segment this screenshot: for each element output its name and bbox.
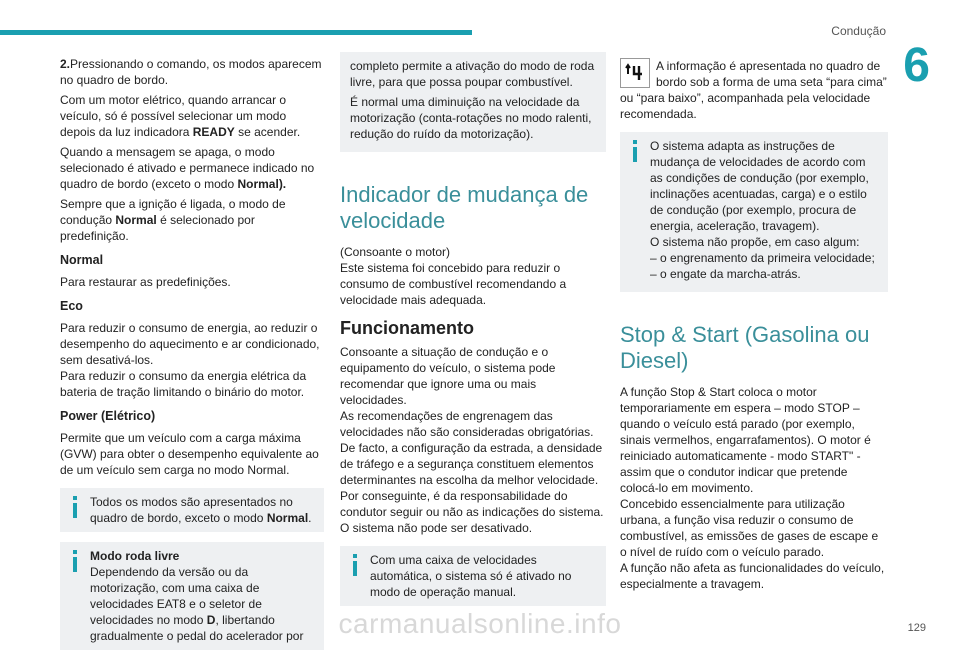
page-number: 129 <box>907 622 926 634</box>
mode-text-eco-1: Para reduzir o consumo de energia, ao reduzir o desempenho do aquecimento e ar condicionado, sem desativá-los. <box>60 321 320 367</box>
header-title: Condução <box>831 24 886 38</box>
mode-text-power: Permite que um veículo com a carga máxima (GVW) para obter o desempenho equivalente ao de um veículo sem carga no modo Normal. <box>60 431 319 477</box>
info-icon <box>68 496 82 518</box>
info-box-continued <box>340 52 606 152</box>
paragraph: As recomendações de engrenagem das velocidades não são consideradas obrigatórias. De facto, a configuração da estrada, a densidade de tráfego e a segurança constituem elementos determinantes na escolha da melhor velocidade. Por conseguinte, é da responsabilidade do condutor seguir ou não as indicações do sistema. <box>340 409 604 519</box>
info-icon <box>68 550 82 572</box>
gear-shift-indicator-icon <box>620 58 650 88</box>
paragraph: Com um motor elétrico, quando arrancar o veículo, só é possível selecionar um modo depois da luz indicadora READY se acender. <box>60 93 301 139</box>
paragraph: A informação é apresentada no quadro de bordo sob a forma de uma seta “para cima” ou “para baixo”, acompanhada pela velocidade recomendada. <box>620 59 887 121</box>
info-box <box>620 132 888 292</box>
paragraph: A função Stop & Start coloca o motor temporariamente em espera – modo STOP – quando o veículo está parado (por exemplo, sinais vermelhos, engarrafamentos). O motor é reiniciado automaticamente - modo START" - assim que o condutor indicar que pretende colocá-lo em movimento. <box>620 385 871 495</box>
section-heading-operation: Funcionamento <box>340 318 474 338</box>
paragraph: Concebido essencialmente para utilização urbana, a função visa reduzir o consumo de combustível, as emissões de gases de escape e o nível de ruído com o veículo parado. <box>620 497 879 559</box>
info-title: Modo roda livre <box>90 549 180 563</box>
paragraph: Quando a mensagem se apaga, o modo selecionado é ativado e permanece indicado no quadro de bordo (exceto o modo Normal). <box>60 145 315 191</box>
paragraph: Consoante a situação de condução e o equipamento do veículo, o sistema pode recomendar que ignore uma ou mais velocidades. <box>340 345 556 407</box>
intro-paragraph: 2.Pressionando o comando, os modos aparecem no quadro de bordo. <box>60 57 322 87</box>
info-text: O sistema não propõe, em caso algum: <box>650 235 860 249</box>
info-icon <box>348 554 362 576</box>
mode-text-normal: Para restaurar as predefinições. <box>60 275 231 289</box>
paragraph: Este sistema foi concebido para reduzir o consumo de combustível recomendando a velocidade mais adequada. <box>340 261 567 307</box>
info-icon <box>628 140 642 162</box>
section-heading-stop-start: Stop & Start (Gasolina ou Diesel) <box>620 322 870 373</box>
info-box-free-wheel: Modo roda livre Dependendo da versão ou da motorização, com uma caixa de velocidades EAT8 e o seletor de velocidades no modo D, libertando gradualmente o pedal do acelerador por <box>60 542 324 650</box>
top-accent-bar <box>0 30 472 35</box>
section-heading-gear-indicator: Indicador de mudança de velocidade <box>340 182 589 233</box>
paragraph: A função não afeta as funcionalidades do veículo, especialmente a travagem. <box>620 561 885 591</box>
chapter-number: 6 <box>903 39 930 92</box>
column-2 <box>340 52 606 616</box>
info-list-item: – o engrenamento da primeira velocidade; <box>650 251 875 265</box>
info-box: Com uma caixa de velocidades automática, o sistema só é ativado no modo de operação manual. <box>340 546 606 606</box>
mode-title-power: Power (Elétrico) <box>60 409 156 423</box>
mode-title-normal: Normal <box>60 253 104 267</box>
watermark: carmanualsonline.info <box>338 608 622 639</box>
column-1 <box>60 56 324 660</box>
info-text: É normal uma diminuição na velocidade da motorização (conta-rotações no modo ralenti, redução do ruído da motorização). <box>350 95 592 141</box>
info-box: Todos os modos são apresentados no quadro de bordo, exceto o modo Normal. <box>60 488 324 532</box>
subtitle: (Consoante o motor) <box>340 245 451 259</box>
column-3 <box>620 58 888 596</box>
mode-text-eco-2: Para reduzir o consumo da energia elétrica da bateria de tração limitando o binário do motor. <box>60 369 307 399</box>
paragraph: O sistema não pode ser desativado. <box>340 521 533 535</box>
info-list-item: – o engate da marcha-atrás. <box>650 267 801 281</box>
info-text: O sistema adapta as instruções de mudança de velocidades de acordo com as condições de condução (por exemplo, inclinações acentuadas, carga) e o estilo de condução (por exemplo, procura de energia, aceleração, travagem). <box>650 139 869 233</box>
mode-title-eco: Eco <box>60 299 83 313</box>
paragraph: Sempre que a ignição é ligada, o modo de condução Normal é selecionado por predefinição. <box>60 197 286 243</box>
info-text: completo permite a ativação do modo de roda livre, para que possa poupar combustível. <box>350 59 595 89</box>
